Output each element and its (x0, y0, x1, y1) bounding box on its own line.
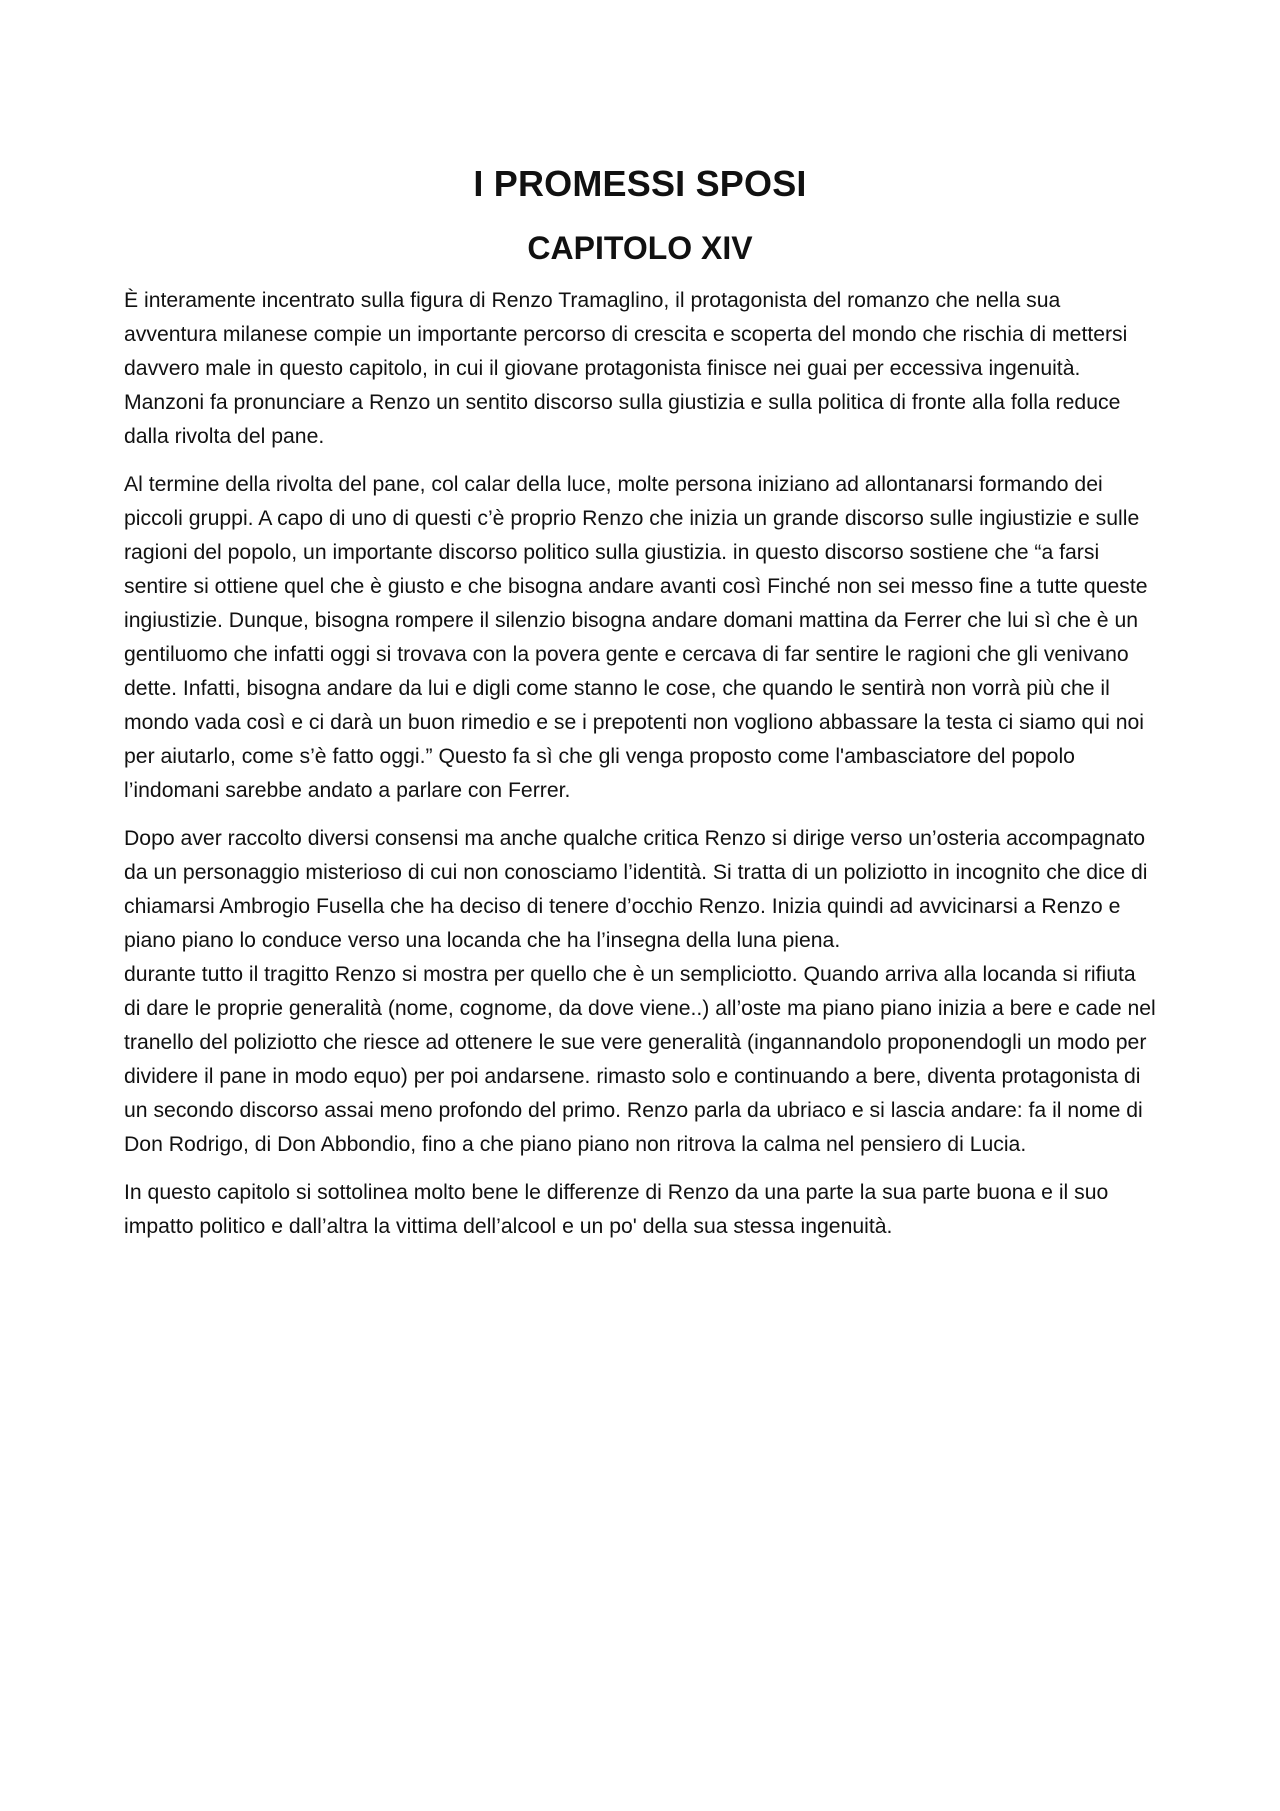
paragraph-1: È interamente incentrato sulla figura di Renzo Tramaglino, il protagonista del romanzo che nella sua avventura milanese compie un importante percorso di crescita e scoperta del mondo che rischia di mettersi davvero male in questo capitolo, in cui il giovane protagonista finisce nei guai per eccessiva ingenuità. Manzoni fa pronunciare a Renzo un sentito discorso sulla giustizia e sulla politica di fronte alla folla reduce dalla rivolta del pane. (124, 289, 1128, 448)
paragraph-2: Al termine della rivolta del pane, col calar della luce, molte persona iniziano ad allontanarsi formando dei piccoli gruppi. A capo di uno di questi c’è proprio Renzo che inizia un grande discorso sulle ingiustizie e sulle ragioni del popolo, un importante discorso politico sulla giustizia. in questo discorso sostiene che “a farsi sentire si ottiene quel che è giusto e che bisogna andare avanti così Finché non sei messo fine a tutte queste ingiustizie. Dunque, bisogna rompere il silenzio bisogna andare domani mattina da Ferrer che lui sì che è un gentiluomo che infatti oggi si trovava con la povera gente e cercava di far sentire le ragioni che gli venivano dette. Infatti, bisogna andare da lui e digli come stanno le cose, che quando le sentirà non vorrà più che il mondo vada così e ci darà un buon rimedio e se i prepotenti non vogliono abbassare la testa ci siamo qui noi per aiutarlo, come s’è fatto oggi.” Questo fa sì che gli venga proposto come l'ambasciatore del popolo l’indomani sarebbe andato a parlare con Ferrer. (124, 473, 1148, 802)
document-title: I PROMESSI SPOSI (473, 163, 807, 204)
paragraph-4: In questo capitolo si sottolinea molto bene le differenze di Renzo da una parte la sua parte buona e il suo impatto politico e dall’altra la vittima dell’alcool e un po' della sua stessa ingenuità. (124, 1181, 1109, 1238)
chapter-title: CAPITOLO XIV (527, 230, 753, 266)
paragraph-3: Dopo aver raccolto diversi consensi ma anche qualche critica Renzo si dirige verso un’osteria accompagnato da un personaggio misterioso di cui non conosciamo l’identità. Si tratta di un poliziotto in incognito che dice di chiamarsi Ambrogio Fusella che ha deciso di tenere d’occhio Renzo. Inizia quindi ad avvicinarsi a Renzo e piano piano lo conduce verso una locanda che ha l’insegna della luna piena. durante tutto il tragitto Renzo si mostra per quello che è un sempliciotto. Quando arriva alla locanda si rifiuta di dare le proprie generalità (nome, cognome, da dove viene..) all’oste ma piano piano inizia a bere e cade nel tranello del poliziotto che riesce ad ottenere le sue vere generalità (ingannandolo proponendogli un modo per dividere il pane in modo equo) per poi andarsene. rimasto solo e continuando a bere, diventa protagonista di un secondo discorso assai meno profondo del primo. Renzo parla da ubriaco e si lascia andare: fa il nome di Don Rodrigo, di Don Abbondio, fino a che piano piano non ritrova la calma nel pensiero di Lucia. (124, 827, 1156, 1156)
